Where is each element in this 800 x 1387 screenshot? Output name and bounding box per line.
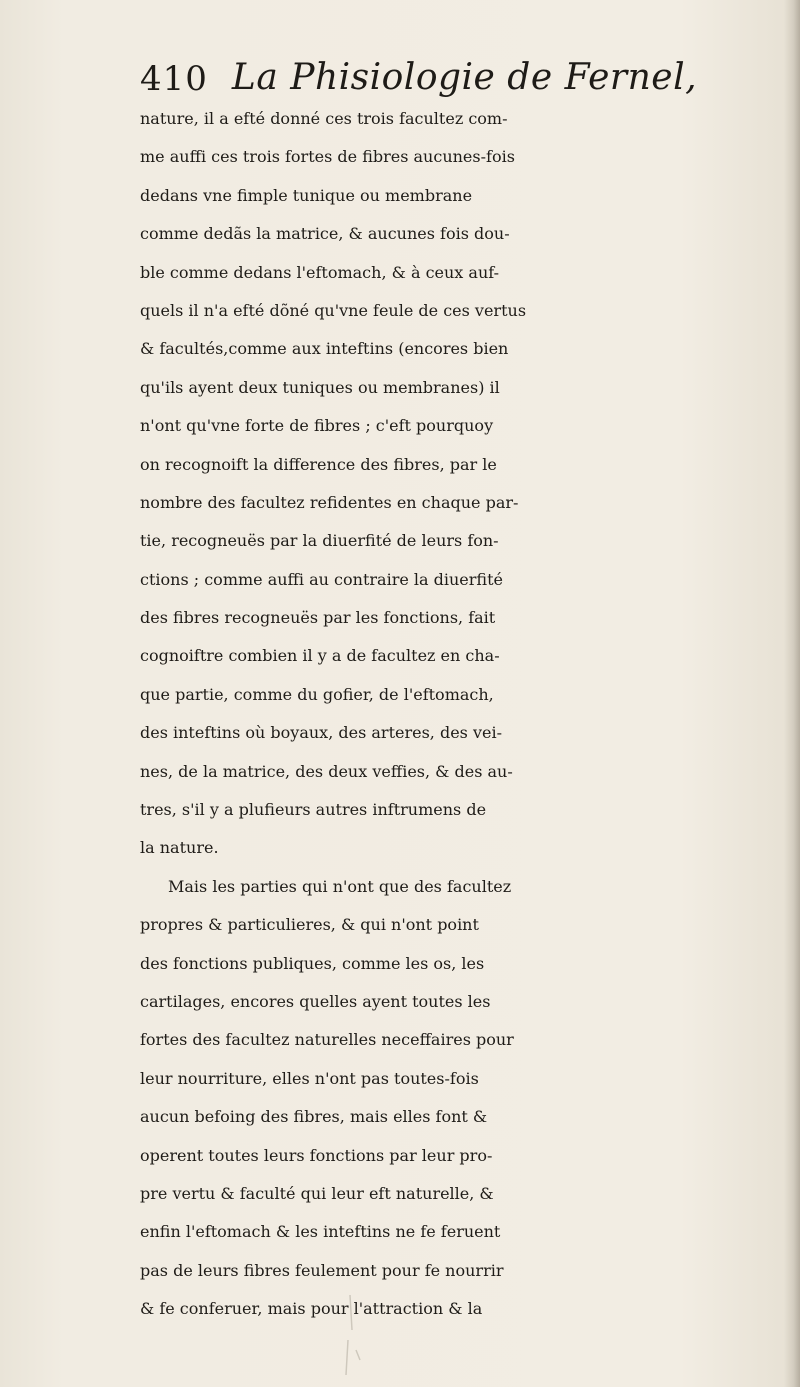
text-line: des fonctions publiques, comme les os, les (140, 953, 485, 973)
paper-mark (320, 1290, 380, 1380)
text-line: aucun befoing des fibres, mais elles font & (140, 1107, 488, 1127)
text-line: Mais les parties qui n'ont que des facultez (168, 876, 512, 896)
body-text (140, 100, 798, 1329)
text-line: nombre des facultez refidentes en chaque par- (140, 492, 519, 512)
text-line: pas de leurs fibres feulement pour fe nourrir (140, 1260, 504, 1280)
text-line: operent toutes leurs fonctions par leur pro- (140, 1145, 493, 1165)
text-line: des inteftins où boyaux, des arteres, des vei- (140, 723, 503, 743)
text-line: la nature. (140, 838, 219, 858)
text-line: cartilages, encores quelles ayent toutes les (140, 991, 491, 1011)
text-line: que partie, comme du gofier, de l'eftomach, (140, 684, 494, 704)
text-line: comme dedãs la matrice, & aucunes fois dou- (140, 224, 510, 244)
text-line: & fe conferuer, mais pour l'attraction & la (140, 1299, 483, 1319)
text-line: enfin l'eftomach & les inteftins ne fe feruent (140, 1222, 501, 1242)
text-line: leur nourriture, elles n'ont pas toutes-fois (140, 1068, 479, 1088)
text-line: n'ont qu'vne forte de fibres ; c'eft pourquoy (140, 416, 494, 436)
text-line: me auffi ces trois fortes de fibres aucunes-fois (140, 147, 515, 167)
running-title: La Phisiologie de Fernel, (231, 57, 698, 98)
text-line: pre vertu & faculté qui leur eft naturelle, & (140, 1183, 494, 1203)
text-line: qu'ils ayent deux tuniques ou membranes) il (140, 377, 500, 397)
text-line: tres, s'il y a plufieurs autres inftrumens de (140, 800, 487, 820)
text-line: des fibres recogneuës par les fonctions, fait (140, 608, 496, 628)
text-line: cognoiftre combien il y a de facultez en cha- (140, 646, 500, 666)
text-line: tie, recogneuës par la diuerfité de leurs fon- (140, 531, 499, 551)
text-line: on recognoift la difference des fibres, par le (140, 454, 497, 474)
text-line: dedans vne fimple tunique ou membrane (140, 185, 473, 205)
page-number: 410 (140, 59, 208, 99)
text-line: quels il n'a efté dõné qu'vne feule de ces vertus (140, 300, 527, 320)
text-line: ble comme dedans l'eftomach, & à ceux auf- (140, 262, 500, 282)
text-line: fortes des facultez naturelles neceffaires pour (140, 1030, 514, 1050)
text-line: nature, il a efté donné ces trois facultez com- (140, 109, 508, 128)
text-line: & facultés,comme aux inteftins (encores bien (140, 339, 509, 359)
text-line: ctions ; comme auffi au contraire la diuerfité (140, 569, 503, 589)
text-line: nes, de la matrice, des deux veffies, & des au- (140, 761, 513, 781)
page-header (140, 40, 700, 99)
text-line: propres & particulieres, & qui n'ont point (140, 915, 479, 935)
